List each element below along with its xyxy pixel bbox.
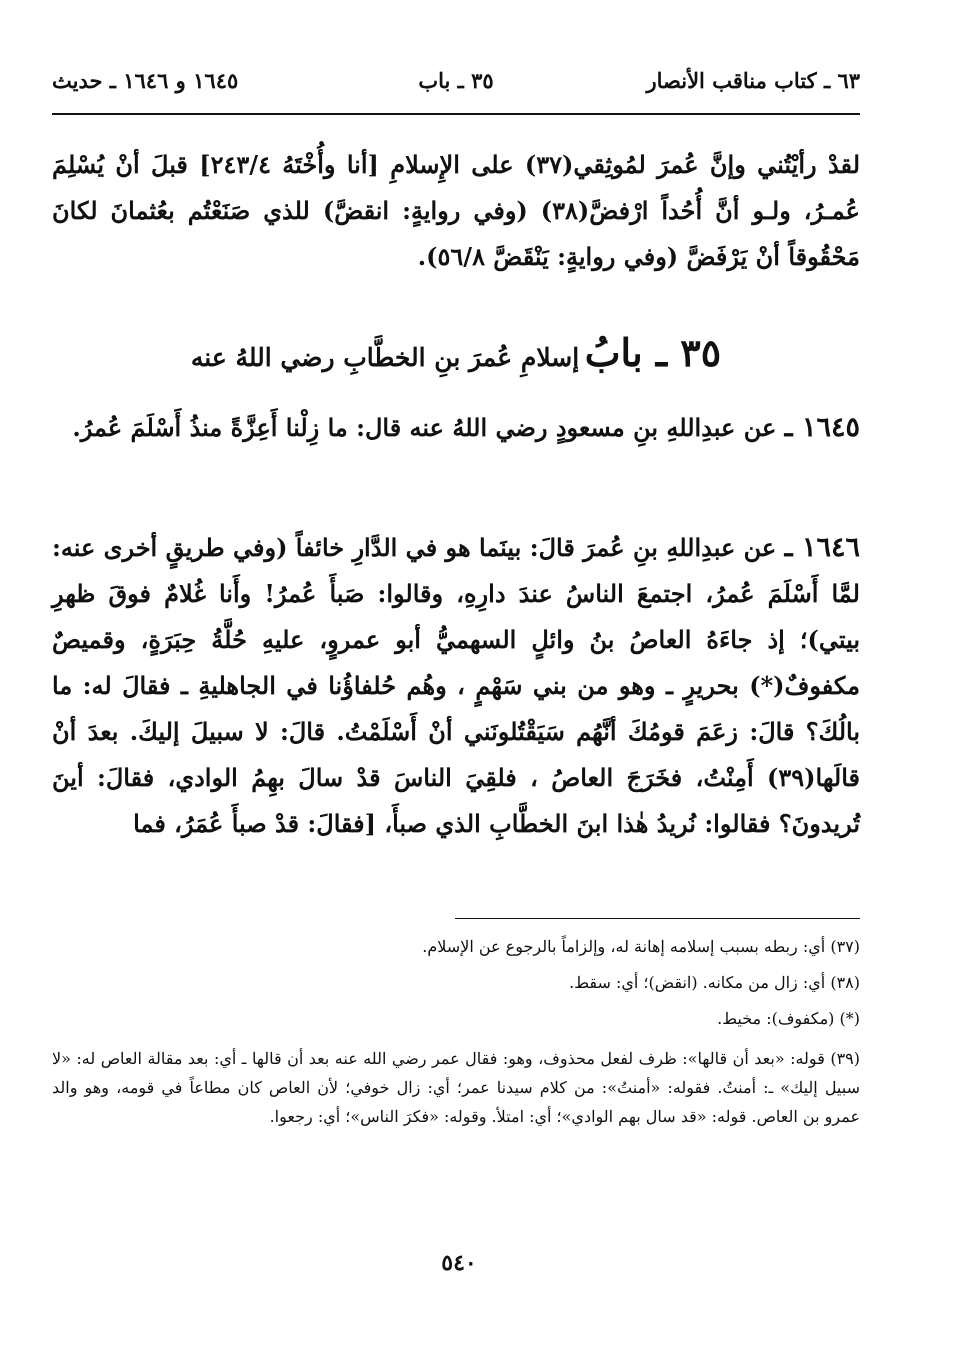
running-header <box>52 62 860 102</box>
header-divider <box>52 113 860 115</box>
chapter-title: إسلامِ عُمرَ بنِ الخطَّابِ رضي اللهُ عنه <box>190 343 580 372</box>
hadith-text: عن عبدِاللهِ بنِ عُمرَ قالَ: بينَما هو في الدَّارِ خائفاً (وفي طريقٍ أخرى عنه: لمَّا أَسْلَمَ عُمرُ، اجتمعَ الناسُ عندَ دارِهِ، وقالوا: صَبأَ عُمرُ! وأَنا غُلامٌ فوقَ ظهرِ بيتي)؛ إذ جاءَهُ العاصُ بنُ وائلٍ السهميُّ أبو عمروٍ، عليهِ حُلَّةُ حِبَرَةٍ، وقميصٌ مكفوفٌ(*) بحريرٍ ـ وهو من بني سَهْمٍ ، وهُم حُلفاؤُنا في الجاهليةِ ـ فقالَ له: ما بالُكَ؟ قالَ: زعَمَ قومُكَ أنَّهُم سَيَقْتُلونَني أنْ أَسْلَمْتُ. قالَ: لا سبيلَ إليكَ. بعدَ أنْ قالَها(٣٩) أَمِنْتُ، فخَرَجَ العاصُ ، فلقِيَ الناسَ قدْ سالَ بهِمُ الوادي، فقالَ: أينَ تُريدونَ؟ فقالوا: نُريدُ هٰذا ابنَ الخطَّابِ الذي صبأَ، [فقالَ: قدْ صبأَ عُمَرُ، فما <box>52 533 861 838</box>
footnote-39: (٣٩) قوله: «بعد أن قالها»: ظرف لفعل محذوف، وهو: فقال عمر رضي الله عنه بعد أن قالها ـ أي: بعد مقالة العاص له: «لا سبيل إليك» ـ: أمنتُ. فقوله: «أمنتُ»: من كلام سيدنا عمر؛ أي: زال خوفي؛ لأن العاص كان مطاعاً في قومه، وهو والد عمرو بن العاص. قوله: «قد سال بهم الوادي»؛ أي: امتلأ. وقوله: «فكرَ الناس»؛ أي: رجعوا. <box>52 1049 861 1126</box>
page-number: ٥٤٠ <box>441 1250 477 1276</box>
header-book-title: ٦٣ ـ كتاب مناقب الأنصار <box>646 68 860 93</box>
header-chapter: ٣٥ ـ باب <box>418 68 494 93</box>
chapter-number: ٣٥ ـ بابُ <box>584 330 722 375</box>
intro-paragraph: لقدْ رأيْتُني وإنَّ عُمرَ لمُوثِقي(٣٧) على الإِسلامِ [أنا وأُخْتَهُ ٢٤٣/٤] قبلَ أنْ يُسْلِمَ عُمـرُ، ولـو أنَّ أُحُداً ارْفضَّ(٣٨) (وفي روايةٍ: انقضَّ) للذي صَنَعْتُم بعُثمانَ لكانَ مَحْقُوقاً أنْ يَرْفَضَّ (وفي روايةٍ: يَنْقَضَّ ٥٦/٨). <box>52 150 861 271</box>
hadith-text: عن عبدِاللهِ بنِ مسعودٍ رضي اللهُ عنه قال: ما زِلْنا أَعِزَّةً منذُ أَسْلَمَ عُمرُ. <box>72 413 777 442</box>
footnote-star: (*) (مكفوف): مخيط. <box>717 1009 860 1028</box>
footnote-38: (٣٨) أي: زال من مكانه. (انقض)؛ أي: سقط. <box>569 973 860 992</box>
footnote-37: (٣٧) أي: ربطه بسبب إسلامه إهانة له، وإلزاماً بالرجوع عن الإسلام. <box>422 937 860 956</box>
hadith-number: ١٦٤٥ ـ <box>784 412 860 443</box>
footnotes <box>52 936 860 1145</box>
hadith-1646 <box>52 525 860 847</box>
footnote-divider <box>455 918 860 919</box>
chapter-heading <box>52 330 860 375</box>
hadith-1645 <box>52 405 860 451</box>
header-hadith-range: ١٦٤٥ و ١٦٤٦ ـ حديث <box>52 68 239 93</box>
hadith-number: ١٦٤٦ ـ <box>784 532 861 563</box>
